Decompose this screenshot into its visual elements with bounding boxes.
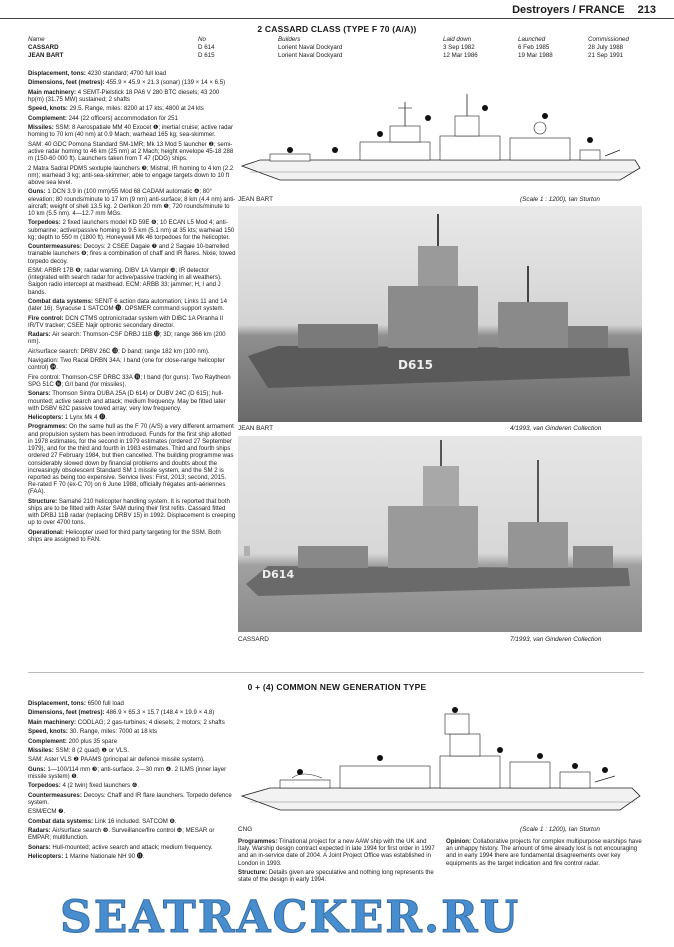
spec-label: Operational: xyxy=(28,528,64,536)
spec-label: Fire control: xyxy=(28,314,64,322)
spec-paragraph xyxy=(28,700,236,707)
photo2-caption: 7/1993, van Ginderen Collection xyxy=(510,636,602,643)
launched-date: 19 Mar 1988 xyxy=(518,52,553,59)
cng-drawing-caption: (Scale 1 : 1200), Ian Sturton xyxy=(520,826,600,833)
spec-label: Torpedoes: xyxy=(28,219,61,227)
spec-label: Complement: xyxy=(28,737,67,745)
spec-text: SAM: 40 GDC Pomona Standard SM-1MR; Mk 13 Mod 5 launcher ❷; semi-active radar homing to 46 km (25 nm) at 2 Mach; height envelope 45-18 288 m (150-60 000 ft). Launchers taken from T 47 (DDG) ships. xyxy=(28,140,234,163)
cng-specs xyxy=(28,700,236,862)
spec-label: Sonars: xyxy=(28,390,51,398)
spec-text: 4 SEMT-Pielstick 18 PA6 V 280 BTC diesels; 43 200 hp(m) (31.75 MW) sustained; 2 shafts xyxy=(28,88,220,103)
col-header-builders: Builders xyxy=(278,36,301,43)
spec-text: 4230 standard; 4700 full load xyxy=(87,70,167,77)
spec-text: 1 Marine Nationale NH 90 ⓫. xyxy=(64,853,145,861)
cng-line-drawing xyxy=(240,706,644,816)
spec-paragraph xyxy=(28,188,236,217)
spec-paragraph xyxy=(28,357,236,371)
spec-paragraph xyxy=(28,792,236,806)
cng-title: 0 + (4) COMMON NEW GENERATION TYPE xyxy=(247,682,427,692)
spec-paragraph xyxy=(28,827,236,841)
spec-paragraph xyxy=(28,756,236,763)
photo1-label: JEAN BART xyxy=(238,425,274,432)
cassard-ship-silhouette xyxy=(238,436,642,632)
cng-opinion-column xyxy=(446,838,644,869)
spec-text: ESM: ARBR 17B ❾; radar warning. DIBV 1A Vampir ❿; IR detector (integrated with search radar for active/passive tracking in all weathers). Saigon radio intercept at masthead. ECM: ARBB 33; jammer; H, I and J bands. xyxy=(28,266,222,296)
spec-paragraph xyxy=(28,348,236,355)
cng-programmes-column xyxy=(238,838,438,886)
col-header-launched: Launched xyxy=(518,36,546,43)
launched-date: 6 Feb 1985 xyxy=(518,44,550,51)
structure-label: Structure: xyxy=(238,869,268,876)
spec-label: Countermeasures: xyxy=(28,243,82,251)
spec-paragraph xyxy=(28,105,236,112)
col-header-laid-down: Laid down xyxy=(443,36,472,43)
spec-paragraph xyxy=(28,267,236,296)
spec-text: 455.9 × 45.9 × 21.3 (sonar) (139 × 14 × 6.5) xyxy=(106,79,226,87)
spec-label: Combat data systems: xyxy=(28,297,94,305)
cassard-photo xyxy=(238,436,642,632)
spec-paragraph xyxy=(28,808,236,815)
spec-paragraph xyxy=(28,818,236,825)
spec-paragraph xyxy=(28,70,236,77)
spec-paragraph xyxy=(28,89,236,103)
spec-label: Missiles: xyxy=(28,124,54,132)
spec-label: Displacement, tons: xyxy=(28,700,86,707)
spec-label: Radars: xyxy=(28,827,51,835)
spec-paragraph xyxy=(28,844,236,851)
spec-label: Guns: xyxy=(28,765,46,773)
spec-paragraph xyxy=(28,141,236,163)
spec-label: Radars: xyxy=(28,331,51,339)
spec-text: DCN CTMS optronic/radar system with DIBC 1A Piranha II IR/TV tracker; CSEE Najir optronic secondary director. xyxy=(28,314,224,329)
laid-down-date: 12 Mar 1986 xyxy=(443,52,478,59)
spec-paragraph xyxy=(28,219,236,241)
spec-label: Helicopters: xyxy=(28,414,64,422)
spec-paragraph xyxy=(28,498,236,527)
spec-text: Decoys: Chaff and IR flare launchers. Torpedo defence system. xyxy=(28,791,232,806)
photo1-caption: 4/1993, van Ginderen Collection xyxy=(510,425,602,432)
spec-text: 6500 full load xyxy=(87,700,124,707)
spec-label: Helicopters: xyxy=(28,853,64,861)
spec-paragraph xyxy=(28,390,236,412)
spec-text: Thomson Sintra DUBA 25A (D 614) or DUBV 24C (D 615); hull-mounted; active search and attack; medium frequency. May be fitted later with DSBV 62C passive towed array; very low frequency. xyxy=(28,390,226,412)
opinion-text: Collaborative projects for complex multipurpose warships have an unhappy history. The amount of time already lost is not encouraging and in early 1994 there are fundamental disagreements over key equipments as the target indication and fire control radar. xyxy=(446,838,642,867)
spec-text: On the same hull as the F 70 (A/S) a very different armament and propulsion system has been introduced. Funds for the first ship allotted in 1978 estimates, for the second in 1979 estimates (ordered 27 September 1979), and for the third and fourth in 1983 estimates. Third and fourth ships ordered 27 February 1984, but then cancelled. The building programme was considerably slowed down by financial problems and doubts about the increasingly obsolescent Standard SM 1 missile system, and the SM 2 is reported as being too expensive. Service lives: First, 2013; second, 2015. Re-rated F 70 (ex-C 70) on 6 June 1988, officially frégates anti-aériennes (FAA). xyxy=(28,423,234,496)
spec-paragraph xyxy=(28,243,236,265)
drawing-caption: (Scale 1 : 1200), Ian Sturton xyxy=(520,196,600,203)
spec-label: Programmes: xyxy=(28,423,68,431)
cng-drawing-label: CNG xyxy=(238,826,253,833)
section-divider xyxy=(28,672,644,673)
spec-text: SENIT 6 action data automation; Links 11 and 14 (later 16). Syracuse 1 SATCOM ⓫. OPSMER command support system. xyxy=(28,297,227,313)
spec-text: Fire control: Thomson-CSF DRBC 33A ⓯; I band (for guns). Two Raytheon SPG 51C ⓰; G/I band (for missiles). xyxy=(28,373,231,388)
spec-text: ESM/ECM ❼. xyxy=(28,808,66,816)
spec-text: Hull-mounted; active search and attack; medium frequency. xyxy=(52,843,213,851)
programmes-text: Trinational project for a new AAW ship with the UK and Italy. Warship design contract expected in late 1994 for first order in 1997 and an in-service date of 2004. A Joint Project Office was established in London in 1993. xyxy=(238,838,435,867)
spec-paragraph xyxy=(28,115,236,122)
spec-text: Navigation: Two Racal DRBN 34A; I band (one for close-range helicopter control) ⓮. xyxy=(28,357,225,372)
spec-text: 2 Matra Sadral PDMS sextuple launchers ❸; Mistral; IR homing to 4 km (2.2 nm); warhead 3 kg; anti-sea-skimmer; able to engage targets down to 10 ft above sea level. xyxy=(28,164,234,186)
spec-paragraph xyxy=(28,738,236,745)
spec-text: 486.9 × 65.3 × 15.7 (148.4 × 19.9 × 4.8) xyxy=(106,709,215,717)
spec-paragraph xyxy=(28,414,236,421)
running-header xyxy=(502,4,656,16)
spec-label: Countermeasures: xyxy=(28,791,82,799)
spec-label: Guns: xyxy=(28,188,46,196)
col-header-commissioned: Commissioned xyxy=(588,36,629,43)
spec-label: Dimensions, feet (metres): xyxy=(28,709,105,717)
spec-label: Main machinery: xyxy=(28,718,77,726)
spec-text: SSM: 8 Aerospatiale MM 40 Exocet ❶; inertial cruise; active radar homing to 70 km (40 nm) at 0.9 Mach; warhead 165 kg; sea-skimmer. xyxy=(28,124,233,139)
spec-text: Air/surface search: DRBV 26C ⓭; D band; range 182 km (100 nm). xyxy=(28,347,210,355)
table-header-row xyxy=(28,36,648,44)
spec-paragraph xyxy=(28,728,236,735)
col-header-name: Name xyxy=(28,36,45,43)
col-header-no: No xyxy=(198,36,206,43)
spec-label: Structure: xyxy=(28,497,58,505)
spec-text: Helicopter used for third party targeting for the SSM. Both ships are assigned to FAN. xyxy=(28,528,221,543)
spec-text: 244 (22 officers) accommodation for 251 xyxy=(68,114,178,122)
spec-text: 1 Lynx Mk 4 ⓱. xyxy=(64,414,108,422)
spec-paragraph xyxy=(28,719,236,726)
spec-text: 4 (2 twin) fixed launchers ❻. xyxy=(62,782,140,790)
spec-paragraph xyxy=(28,374,236,388)
spec-text: 1 DCN 3.9 in (100 mm)/55 Mod 68 CADAM automatic ❹; 80° elevation; 80 rounds/minute to 17 km (9 nm) anti-surface; 8 km (4.4 nm) anti-aircraft; weight of shell 13.5 kg. 2 Oerlikon 20 mm ❺; 720 rounds/minute to 10 km (5.5 nm). 4—12.7 mm MGs. xyxy=(28,188,236,217)
commissioned-date: 28 July 1988 xyxy=(588,44,624,51)
hull-number: D614 xyxy=(262,568,295,581)
spec-label: Complement: xyxy=(28,114,67,122)
programmes-label: Programmes: xyxy=(238,838,278,845)
spec-text: SSM: 8 (2 quad) ❶ or VLS. xyxy=(55,746,129,754)
drawing-label: JEAN BART xyxy=(238,196,274,203)
spec-text: Link 16 included. SATCOM ❽. xyxy=(94,817,177,825)
spec-paragraph xyxy=(28,853,236,860)
spec-paragraph xyxy=(28,331,236,345)
pennant-number: D 615 xyxy=(198,52,215,59)
spec-text: 1—100/114 mm ❸; anti-surface. 2—30 mm ❹. 2 ILMS (inner layer missile system) ❺. xyxy=(28,765,227,780)
spec-text: CODLAG; 2 gas-turbines; 4 diesels; 2 motors; 2 shafts xyxy=(77,718,225,726)
spec-paragraph xyxy=(28,79,236,86)
page-number: 213 xyxy=(637,4,656,16)
spec-paragraph xyxy=(28,165,236,187)
spec-paragraph xyxy=(28,298,236,312)
spec-text: SAM: Aster VLS ❷ PAAMS (principal air defence missile system). xyxy=(28,756,205,764)
ship-name: JEAN BART xyxy=(28,52,64,59)
running-header-section: Destroyers / FRANCE xyxy=(512,4,625,16)
cassard-class-title: 2 CASSARD CLASS (TYPE F 70 (A/A)) xyxy=(257,24,417,34)
spec-label: Main machinery: xyxy=(28,88,77,96)
spec-text: 200 plus 35 spare xyxy=(68,737,118,745)
spec-paragraph xyxy=(28,709,236,716)
spec-paragraph xyxy=(28,529,236,543)
spec-text: 2 fixed launchers model KD 59E ❻; 10 ECAN L5 Mod 4; anti-submarine; active/passive homing to 9.5 km (5.1 nm) at 35 kts; warhead 150 kg; depth to 550 m (1800 ft). Honeywell Mk 46 torpedoes for the helicopter. xyxy=(28,219,235,241)
spec-label: Sonars: xyxy=(28,843,51,851)
pennant-number: D 614 xyxy=(198,44,215,51)
builder: Lorient Naval Dockyard xyxy=(278,44,343,51)
spec-text: 29.5. Range, miles: 8200 at 17 kts; 4800 at 24 kts xyxy=(69,105,204,113)
opinion-label: Opinion: xyxy=(446,838,472,845)
spec-label: Displacement, tons: xyxy=(28,70,86,77)
spec-paragraph xyxy=(28,315,236,329)
spec-text: Air/surface search ❾. Surveillance/fire control ❿; MESAR or EMPAR; multifunction. xyxy=(28,827,215,842)
spec-paragraph xyxy=(28,124,236,138)
spec-text: Samahé 210 helicopter handling system. It is reported that both ships are to be fitted with Aster SAM during their first refits. Cassard fitted with DRBJ 11B radar (replacing DRBV 15) in 1992. Displacement is creeping up to over 4700 tons. xyxy=(28,497,236,527)
spec-paragraph xyxy=(28,782,236,789)
cassard-specs xyxy=(28,70,236,545)
commissioned-date: 21 Sep 1991 xyxy=(588,52,624,59)
spec-text: Decoys: 2 CSEE Dagaie ❼ and 2 Sagaie 10-barrelled trainable launchers ❽; fires a combination of chaff and IR flares. Nixie; towed torpedo decoy. xyxy=(28,243,236,265)
spec-paragraph xyxy=(28,423,236,495)
spec-paragraph xyxy=(28,766,236,780)
jean-bart-line-drawing xyxy=(240,88,644,188)
spec-label: Torpedoes: xyxy=(28,782,61,790)
builder: Lorient Naval Dockyard xyxy=(278,52,343,59)
spec-label: Combat data systems: xyxy=(28,817,94,825)
laid-down-date: 3 Sep 1982 xyxy=(443,44,475,51)
spec-label: Missiles: xyxy=(28,746,54,754)
cassard-ship-table xyxy=(28,36,648,60)
ship-name: CASSARD xyxy=(28,44,59,51)
table-row xyxy=(28,44,648,52)
spec-label: Dimensions, feet (metres): xyxy=(28,79,105,87)
hull-number: D615 xyxy=(398,358,434,372)
spec-text: 30. Range, miles: 7000 at 18 kts xyxy=(69,728,158,736)
jean-bart-ship-silhouette xyxy=(238,206,642,422)
structure-text: Details given are speculative and nothing long represents the state of the design in early 1994. xyxy=(238,869,434,884)
header-rule xyxy=(0,18,674,19)
jean-bart-photo xyxy=(238,206,642,422)
photo2-label: CASSARD xyxy=(238,636,269,643)
seatracker-watermark: SEATRACKER.RU xyxy=(60,892,521,943)
spec-text: Air search: Thomson-CSF DRBJ 11B ⓬; 3D; range 366 km (200 nm). xyxy=(28,331,226,346)
spec-label: Speed, knots: xyxy=(28,105,68,113)
table-row xyxy=(28,52,648,60)
spec-paragraph xyxy=(28,747,236,754)
spec-label: Speed, knots: xyxy=(28,728,68,736)
